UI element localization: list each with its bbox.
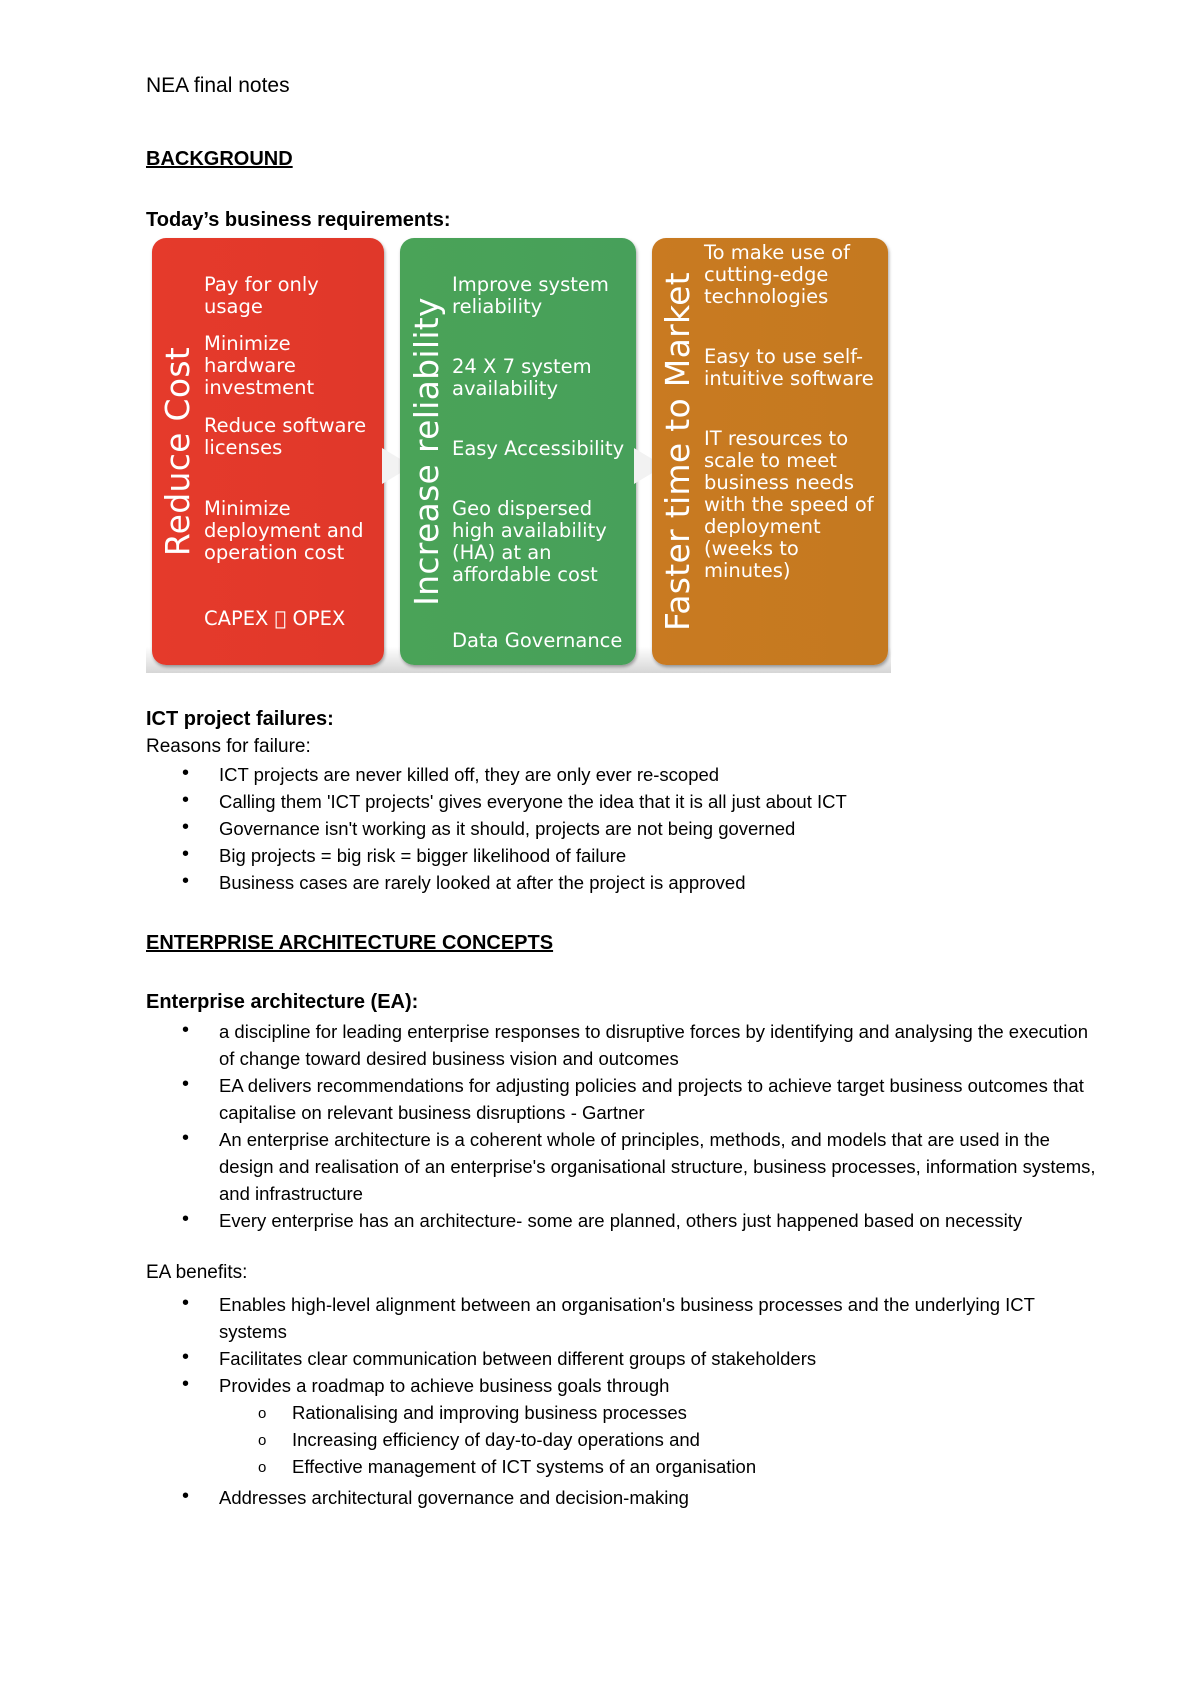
ea-subheading: Enterprise architecture (EA): xyxy=(146,991,419,1013)
list-item: • An enterprise architecture is a coherent whole of principles, methods, and models that are used in the design and realisation of an enterprise's organisational structure, business processes, information systems, and infrastructure xyxy=(146,1126,1099,1207)
reduce-cost-panel xyxy=(152,238,384,665)
sub-list-item: o Increasing efficiency of day-to-day operations and xyxy=(146,1426,1092,1453)
reasons-label: Reasons for failure: xyxy=(146,736,311,757)
panel-item: 24 X 7 system availability xyxy=(452,355,592,400)
panel-item: IT resources to scale to meet business needs with the speed of deployment (weeks to minutes) xyxy=(704,427,874,582)
panel-item: Easy to use self-intuitive software xyxy=(704,345,874,390)
panel-item: Pay for only usage xyxy=(204,273,319,318)
panel-item: Easy Accessibility xyxy=(452,437,625,460)
failure-reasons-list xyxy=(146,761,1099,896)
list-item: • Calling them 'ICT projects' gives everyone the idea that it is all just about ICT xyxy=(146,788,1099,815)
list-item: • a discipline for leading enterprise responses to disruptive forces by identifying and analysing the execution of change toward desired business vision and outcomes xyxy=(146,1018,1099,1072)
panel-item: To make use of cutting-edge technologies xyxy=(704,241,850,308)
ea-benefits-list xyxy=(146,1291,1099,1399)
list-item: • Addresses architectural governance and decision-making xyxy=(146,1484,1099,1511)
panel-item: Data Governance xyxy=(452,629,623,652)
increase-reliability-panel xyxy=(400,238,636,665)
ea-benefit-sublist xyxy=(146,1399,1092,1480)
list-item: • EA delivers recommendations for adjusting policies and projects to achieve target business outcomes that capitalise on relevant business disruptions - Gartner xyxy=(146,1072,1099,1126)
increase-reliability-label: Increase reliability xyxy=(406,297,446,606)
list-item: • Enables high-level alignment between an organisation's business processes and the underlying ICT systems xyxy=(146,1291,1099,1345)
sub-list-item: o Effective management of ICT systems of an organisation xyxy=(146,1453,1092,1480)
ea-definitions-list xyxy=(146,1018,1099,1234)
faster-time-to-market-panel xyxy=(652,238,888,665)
ea-benefits-label: EA benefits: xyxy=(146,1262,248,1283)
list-item: • Big projects = big risk = bigger likelihood of failure xyxy=(146,842,1099,869)
list-item: • Facilitates clear communication between different groups of stakeholders xyxy=(146,1345,1099,1372)
list-item: • Business cases are rarely looked at after the project is approved xyxy=(146,869,1099,896)
list-item: • Every enterprise has an architecture- some are planned, others just happened based on necessity xyxy=(146,1207,1099,1234)
panel-item: Minimize deployment and operation cost xyxy=(204,497,364,564)
ea-benefits-list-end xyxy=(146,1484,1099,1511)
business-requirements-diagram xyxy=(146,232,891,673)
faster-time-to-market-label: Faster time to Market xyxy=(658,271,698,632)
sub-list-item: o Rationalising and improving business processes xyxy=(146,1399,1092,1426)
background-heading: BACKGROUND xyxy=(146,148,293,170)
list-item: • Governance isn't working as it should, projects are not being governed xyxy=(146,815,1099,842)
panel-item: Improve system reliability xyxy=(452,273,609,318)
document-title: NEA final notes xyxy=(146,74,290,97)
panel-item: Minimize hardware investment xyxy=(204,332,315,399)
panel-item: Reduce software licenses xyxy=(204,414,367,459)
requirements-heading: Today’s business requirements: xyxy=(146,209,451,231)
reduce-cost-label: Reduce Cost xyxy=(158,346,198,557)
list-item: • Provides a roadmap to achieve business goals through xyxy=(146,1372,1099,1399)
ict-failures-heading: ICT project failures: xyxy=(146,708,334,730)
list-item: • ICT projects are never killed off, they are only ever re-scoped xyxy=(146,761,1099,788)
ea-concepts-heading: ENTERPRISE ARCHITECTURE CONCEPTS xyxy=(146,932,554,954)
panel-item: Geo dispersed high availability (HA) at an affordable cost xyxy=(452,497,607,586)
panel-item: CAPEX OPEX xyxy=(204,607,328,630)
